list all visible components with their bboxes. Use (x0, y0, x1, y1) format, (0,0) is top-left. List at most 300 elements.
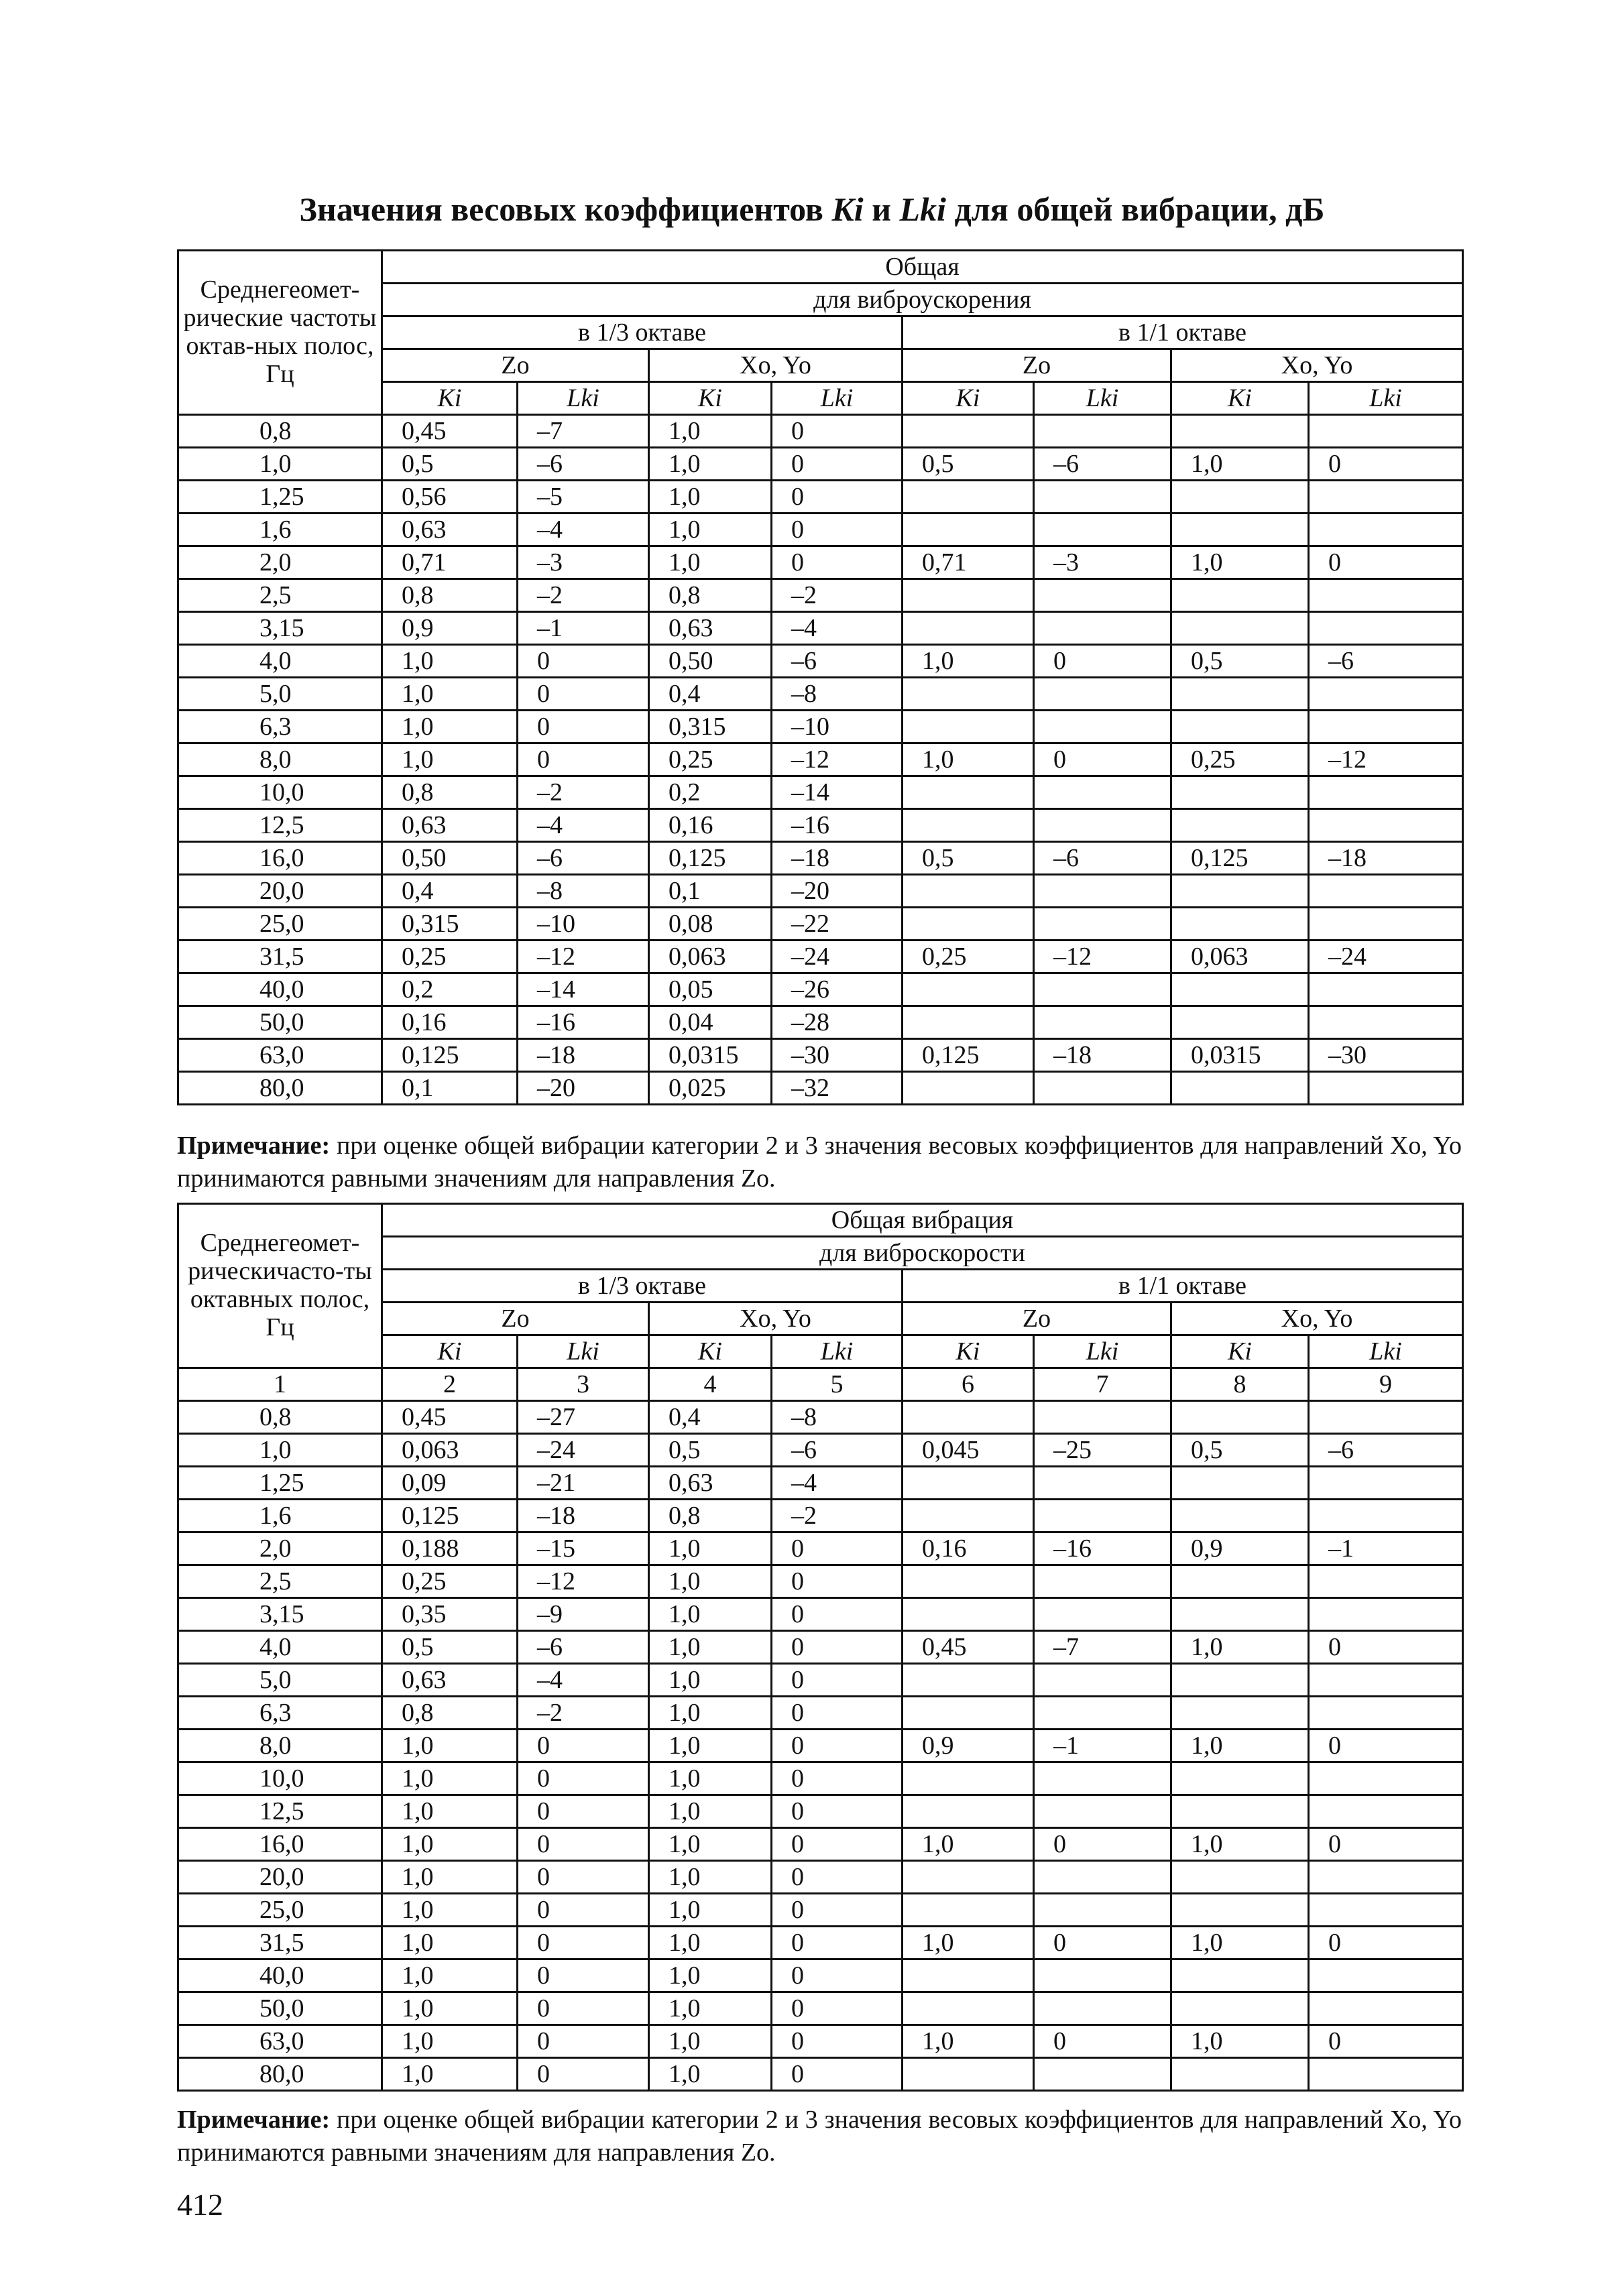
value-cell: –6 (1309, 645, 1463, 678)
value-cell (903, 1467, 1034, 1500)
value-cell: 0,25 (382, 1565, 518, 1598)
value-cell: 1,0 (649, 1664, 772, 1697)
table-row (178, 1828, 1463, 1861)
table-row (178, 678, 1463, 711)
value-cell (1309, 415, 1463, 448)
value-cell: –10 (518, 908, 649, 941)
value-cell (1034, 1861, 1171, 1894)
value-cell: 0,125 (382, 1039, 518, 1072)
zo-header: Zo (903, 349, 1171, 382)
value-cell: –5 (518, 481, 649, 513)
subgroup-header: для виброскорости (382, 1237, 1463, 1270)
value-cell (903, 1565, 1034, 1598)
table-row (178, 415, 1463, 448)
table-row (178, 1072, 1463, 1105)
value-cell: –24 (518, 1434, 649, 1467)
value-cell (1034, 1664, 1171, 1697)
value-cell: –24 (1309, 941, 1463, 973)
frequency-cell: 6,3 (178, 711, 382, 743)
value-cell (903, 875, 1034, 908)
value-cell (1034, 415, 1171, 448)
value-cell (1171, 1992, 1309, 2025)
value-cell: 1,0 (1171, 1730, 1309, 1762)
value-cell: 0,125 (903, 1039, 1034, 1072)
table-row (178, 1664, 1463, 1697)
value-cell: 0,5 (649, 1434, 772, 1467)
value-cell (903, 612, 1034, 645)
value-cell: 0 (518, 1861, 649, 1894)
column-number: 1 (178, 1368, 382, 1401)
value-cell (1171, 711, 1309, 743)
value-cell: 0 (518, 1795, 649, 1828)
value-cell: 0,09 (382, 1467, 518, 1500)
value-cell: 1,0 (649, 1697, 772, 1730)
value-cell: 0,25 (382, 941, 518, 973)
value-cell: 0 (518, 1730, 649, 1762)
value-cell: 0,5 (382, 448, 518, 481)
frequency-cell: 12,5 (178, 809, 382, 842)
table-row (178, 1467, 1463, 1500)
value-cell: –25 (1034, 1434, 1171, 1467)
value-cell: 1,0 (382, 2025, 518, 2058)
value-cell (1309, 612, 1463, 645)
table-row (178, 1861, 1463, 1894)
value-cell: 0,2 (382, 973, 518, 1006)
value-cell (1171, 1762, 1309, 1795)
value-cell (1309, 579, 1463, 612)
value-cell (1171, 875, 1309, 908)
value-cell: 0,1 (649, 875, 772, 908)
column-number: 9 (1309, 1368, 1463, 1401)
value-cell (1171, 809, 1309, 842)
table-row (178, 481, 1463, 513)
value-cell: 0 (1309, 1631, 1463, 1664)
value-cell (903, 1697, 1034, 1730)
frequency-cell: 20,0 (178, 875, 382, 908)
value-cell: 0 (772, 1631, 903, 1664)
value-cell (1171, 973, 1309, 1006)
value-cell (903, 973, 1034, 1006)
value-cell: 0 (772, 1762, 903, 1795)
value-cell: 0,25 (649, 743, 772, 776)
frequency-cell: 5,0 (178, 1664, 382, 1697)
table-row (178, 1434, 1463, 1467)
value-cell (1171, 678, 1309, 711)
value-cell: –18 (1034, 1039, 1171, 1072)
frequency-cell: 40,0 (178, 1959, 382, 1992)
zo-header: Zo (903, 1303, 1171, 1335)
value-cell (903, 513, 1034, 546)
xoyo-header: Xo, Yo (649, 1303, 903, 1335)
value-cell (903, 776, 1034, 809)
frequency-cell: 1,6 (178, 1500, 382, 1532)
frequency-cell: 31,5 (178, 941, 382, 973)
frequency-cell: 25,0 (178, 1894, 382, 1927)
velocity-weights-table (177, 1203, 1464, 2092)
column-number: 5 (772, 1368, 903, 1401)
value-cell (903, 579, 1034, 612)
value-cell: 0,2 (649, 776, 772, 809)
value-cell: –18 (518, 1500, 649, 1532)
value-cell: 0 (1034, 743, 1171, 776)
value-cell: –6 (772, 645, 903, 678)
value-cell (1309, 908, 1463, 941)
table-body (178, 1401, 1463, 2091)
table-row (178, 1565, 1463, 1598)
table-row (178, 2025, 1463, 2058)
value-cell: –6 (518, 1631, 649, 1664)
value-cell (1034, 973, 1171, 1006)
value-cell (1309, 1762, 1463, 1795)
value-cell (1034, 1992, 1171, 2025)
frequency-cell: 10,0 (178, 1762, 382, 1795)
value-cell: –7 (518, 415, 649, 448)
value-cell: 0,45 (382, 415, 518, 448)
value-cell (1309, 1861, 1463, 1894)
ki-header: Ki (649, 1335, 772, 1368)
value-cell (1171, 1795, 1309, 1828)
table-row (178, 1598, 1463, 1631)
value-cell: 0,63 (382, 513, 518, 546)
table-row (178, 612, 1463, 645)
value-cell: 0,315 (382, 908, 518, 941)
value-cell (1171, 1894, 1309, 1927)
column-number: 7 (1034, 1368, 1171, 1401)
value-cell (1309, 973, 1463, 1006)
value-cell: 1,0 (382, 1861, 518, 1894)
title-and: и (863, 190, 900, 228)
value-cell: 1,0 (382, 1927, 518, 1959)
value-cell (903, 1500, 1034, 1532)
value-cell: 0 (772, 1664, 903, 1697)
value-cell: 0 (772, 448, 903, 481)
value-cell (903, 1992, 1034, 2025)
value-cell (1034, 809, 1171, 842)
value-cell (1034, 1894, 1171, 1927)
table-row (178, 546, 1463, 579)
frequency-cell: 63,0 (178, 1039, 382, 1072)
value-cell (1309, 1006, 1463, 1039)
value-cell: 1,0 (649, 1927, 772, 1959)
value-cell: 0,71 (903, 546, 1034, 579)
table-row (178, 645, 1463, 678)
value-cell: 1,0 (649, 1730, 772, 1762)
value-cell: –18 (518, 1039, 649, 1072)
value-cell: 1,0 (649, 1565, 772, 1598)
column-number-row (178, 1368, 1463, 1401)
value-cell: 0,45 (903, 1631, 1034, 1664)
frequency-cell: 50,0 (178, 1006, 382, 1039)
value-cell: 1,0 (903, 1828, 1034, 1861)
value-cell: 0 (772, 1697, 903, 1730)
value-cell: 1,0 (382, 711, 518, 743)
value-cell (1034, 612, 1171, 645)
table-row (178, 875, 1463, 908)
value-cell: 0 (772, 513, 903, 546)
frequency-cell: 1,0 (178, 1434, 382, 1467)
value-cell: 1,0 (649, 1959, 772, 1992)
ki-header: Ki (903, 1335, 1034, 1368)
value-cell: –2 (518, 1697, 649, 1730)
value-cell: –20 (518, 1072, 649, 1105)
value-cell: –24 (772, 941, 903, 973)
value-cell: 0,8 (649, 579, 772, 612)
value-cell: –12 (1309, 743, 1463, 776)
value-cell: –12 (518, 1565, 649, 1598)
value-cell: 0,125 (1171, 842, 1309, 875)
value-cell: 0,4 (382, 875, 518, 908)
value-cell: 1,0 (649, 2025, 772, 2058)
frequency-cell: 25,0 (178, 908, 382, 941)
value-cell: 1,0 (382, 1894, 518, 1927)
column-number: 2 (382, 1368, 518, 1401)
value-cell (1309, 1467, 1463, 1500)
value-cell (1171, 776, 1309, 809)
subgroup-header: для виброускорения (382, 284, 1463, 316)
value-cell: –4 (518, 513, 649, 546)
table-row (178, 1401, 1463, 1434)
table-row (178, 973, 1463, 1006)
lki-header: Lki (1309, 1335, 1463, 1368)
value-cell: 1,0 (1171, 546, 1309, 579)
value-cell (1171, 579, 1309, 612)
value-cell (1034, 1401, 1171, 1434)
value-cell: –1 (1034, 1730, 1171, 1762)
value-cell: 0,1 (382, 1072, 518, 1105)
table-row (178, 1730, 1463, 1762)
value-cell: 0 (772, 1598, 903, 1631)
title-prefix: Значения весовых коэффициентов (299, 190, 832, 228)
value-cell: –4 (518, 1664, 649, 1697)
value-cell (1034, 1565, 1171, 1598)
value-cell (1034, 1959, 1171, 1992)
value-cell: –18 (772, 842, 903, 875)
value-cell: 0 (1309, 546, 1463, 579)
value-cell: 1,0 (649, 1532, 772, 1565)
value-cell: 0 (518, 1762, 649, 1795)
value-cell: 0,16 (382, 1006, 518, 1039)
value-cell (1034, 1598, 1171, 1631)
column-number: 6 (903, 1368, 1034, 1401)
lki-header: Lki (772, 382, 903, 415)
value-cell: 0 (772, 1992, 903, 2025)
value-cell: –22 (772, 908, 903, 941)
value-cell: –2 (518, 776, 649, 809)
value-cell (1034, 1467, 1171, 1500)
value-cell: 0 (772, 415, 903, 448)
value-cell: 0,25 (1171, 743, 1309, 776)
value-cell (1309, 513, 1463, 546)
value-cell: 1,0 (382, 2058, 518, 2091)
table2-note (177, 2104, 1462, 2170)
value-cell: –4 (772, 612, 903, 645)
frequency-cell: 8,0 (178, 743, 382, 776)
value-cell (1309, 1598, 1463, 1631)
value-cell: 0,063 (382, 1434, 518, 1467)
table-row (178, 448, 1463, 481)
value-cell: –2 (518, 579, 649, 612)
value-cell: 0,50 (649, 645, 772, 678)
value-cell (1034, 579, 1171, 612)
value-cell (1171, 1598, 1309, 1631)
frequency-cell: 2,0 (178, 1532, 382, 1565)
value-cell: –6 (772, 1434, 903, 1467)
frequency-cell: 80,0 (178, 2058, 382, 2091)
value-cell: 1,0 (903, 1927, 1034, 1959)
value-cell (1171, 1861, 1309, 1894)
value-cell (1309, 2058, 1463, 2091)
table-row (178, 776, 1463, 809)
value-cell: 0,5 (903, 842, 1034, 875)
value-cell: –32 (772, 1072, 903, 1105)
value-cell: 0,8 (382, 776, 518, 809)
value-cell: 1,0 (382, 645, 518, 678)
frequency-cell: 80,0 (178, 1072, 382, 1105)
value-cell: 0 (772, 1894, 903, 1927)
value-cell: 1,0 (649, 546, 772, 579)
frequency-cell: 2,5 (178, 1565, 382, 1598)
value-cell: 1,0 (649, 1992, 772, 2025)
frequency-cell: 1,25 (178, 1467, 382, 1500)
xoyo-header: Xo, Yo (1171, 1303, 1463, 1335)
value-cell (903, 809, 1034, 842)
table-row (178, 809, 1463, 842)
table-row (178, 711, 1463, 743)
value-cell: 0,315 (649, 711, 772, 743)
value-cell (1034, 1500, 1171, 1532)
value-cell: –3 (518, 546, 649, 579)
lki-header: Lki (1034, 382, 1171, 415)
value-cell: 1,0 (1171, 1927, 1309, 1959)
value-cell (1309, 1959, 1463, 1992)
table-row (178, 1762, 1463, 1795)
value-cell: 1,0 (649, 1861, 772, 1894)
frequency-column-header: Среднегеомет-рическичасто-ты октавных полос, Гц (178, 1204, 382, 1368)
value-cell: 0 (518, 1959, 649, 1992)
frequency-cell: 50,0 (178, 1992, 382, 2025)
table-body (178, 415, 1463, 1105)
value-cell: 0,5 (382, 1631, 518, 1664)
value-cell (1309, 1894, 1463, 1927)
table-row (178, 1697, 1463, 1730)
value-cell: 0,5 (1171, 1434, 1309, 1467)
frequency-cell: 0,8 (178, 1401, 382, 1434)
frequency-cell: 16,0 (178, 1828, 382, 1861)
value-cell: 1,0 (1171, 1828, 1309, 1861)
value-cell: 0,188 (382, 1532, 518, 1565)
value-cell: 0,16 (649, 809, 772, 842)
value-cell (1309, 1992, 1463, 2025)
value-cell: –26 (772, 973, 903, 1006)
frequency-cell: 1,6 (178, 513, 382, 546)
value-cell: 0,63 (649, 612, 772, 645)
value-cell: –7 (1034, 1631, 1171, 1664)
value-cell (1309, 481, 1463, 513)
value-cell: –8 (518, 875, 649, 908)
value-cell: 1,0 (649, 1795, 772, 1828)
value-cell: –14 (518, 973, 649, 1006)
value-cell: 0 (1034, 645, 1171, 678)
value-cell: –2 (772, 579, 903, 612)
value-cell: 1,0 (903, 645, 1034, 678)
value-cell: –8 (772, 678, 903, 711)
value-cell: 0 (772, 1795, 903, 1828)
title-symbol-k: Ki (831, 190, 864, 228)
frequency-cell: 20,0 (178, 1861, 382, 1894)
table-row (178, 941, 1463, 973)
value-cell: 0,025 (649, 1072, 772, 1105)
value-cell: –9 (518, 1598, 649, 1631)
value-cell: 0 (1309, 448, 1463, 481)
value-cell: 0 (1034, 1927, 1171, 1959)
value-cell (1034, 711, 1171, 743)
value-cell: 0 (518, 1992, 649, 2025)
note-label: Примечание: (177, 1132, 331, 1160)
frequency-cell: 5,0 (178, 678, 382, 711)
value-cell (903, 1861, 1034, 1894)
value-cell: 0 (518, 1894, 649, 1927)
value-cell: –4 (518, 809, 649, 842)
value-cell (1034, 481, 1171, 513)
value-cell: 0,5 (1171, 645, 1309, 678)
value-cell: –2 (772, 1500, 903, 1532)
value-cell (903, 678, 1034, 711)
value-cell: 0 (772, 2058, 903, 2091)
value-cell: 0 (1309, 1730, 1463, 1762)
lki-header: Lki (518, 382, 649, 415)
value-cell: 0,063 (1171, 941, 1309, 973)
frequency-column-header: Среднегеомет-рические частоты октав-ных полос, Гц (178, 251, 382, 415)
value-cell (1309, 1072, 1463, 1105)
value-cell (1309, 1795, 1463, 1828)
value-cell: 1,0 (382, 1795, 518, 1828)
value-cell (1171, 1072, 1309, 1105)
value-cell: 0,05 (649, 973, 772, 1006)
lki-header: Lki (772, 1335, 903, 1368)
table-row (178, 2058, 1463, 2091)
value-cell: 0,63 (649, 1467, 772, 1500)
value-cell: 0,5 (903, 448, 1034, 481)
table-row (178, 1500, 1463, 1532)
value-cell (1171, 481, 1309, 513)
value-cell: 1,0 (382, 1762, 518, 1795)
value-cell: 0 (1309, 2025, 1463, 2058)
value-cell (903, 711, 1034, 743)
table-row (178, 1006, 1463, 1039)
value-cell: 0,125 (382, 1500, 518, 1532)
value-cell: 0,25 (903, 941, 1034, 973)
value-cell (1309, 711, 1463, 743)
value-cell: 0 (772, 1730, 903, 1762)
value-cell (903, 1894, 1034, 1927)
value-cell: 0 (772, 1927, 903, 1959)
value-cell: 1,0 (1171, 2025, 1309, 2058)
value-cell (1309, 776, 1463, 809)
value-cell: 0,0315 (649, 1039, 772, 1072)
table-row (178, 1927, 1463, 1959)
value-cell (1309, 1500, 1463, 1532)
table-row (178, 908, 1463, 941)
value-cell: 0,045 (903, 1434, 1034, 1467)
frequency-cell: 3,15 (178, 612, 382, 645)
value-cell (1171, 1959, 1309, 1992)
value-cell: 1,0 (382, 1828, 518, 1861)
value-cell: 1,0 (382, 1992, 518, 2025)
value-cell (903, 1072, 1034, 1105)
value-cell: 0 (1034, 1828, 1171, 1861)
value-cell: 0 (518, 1828, 649, 1861)
table-row (178, 1992, 1463, 2025)
